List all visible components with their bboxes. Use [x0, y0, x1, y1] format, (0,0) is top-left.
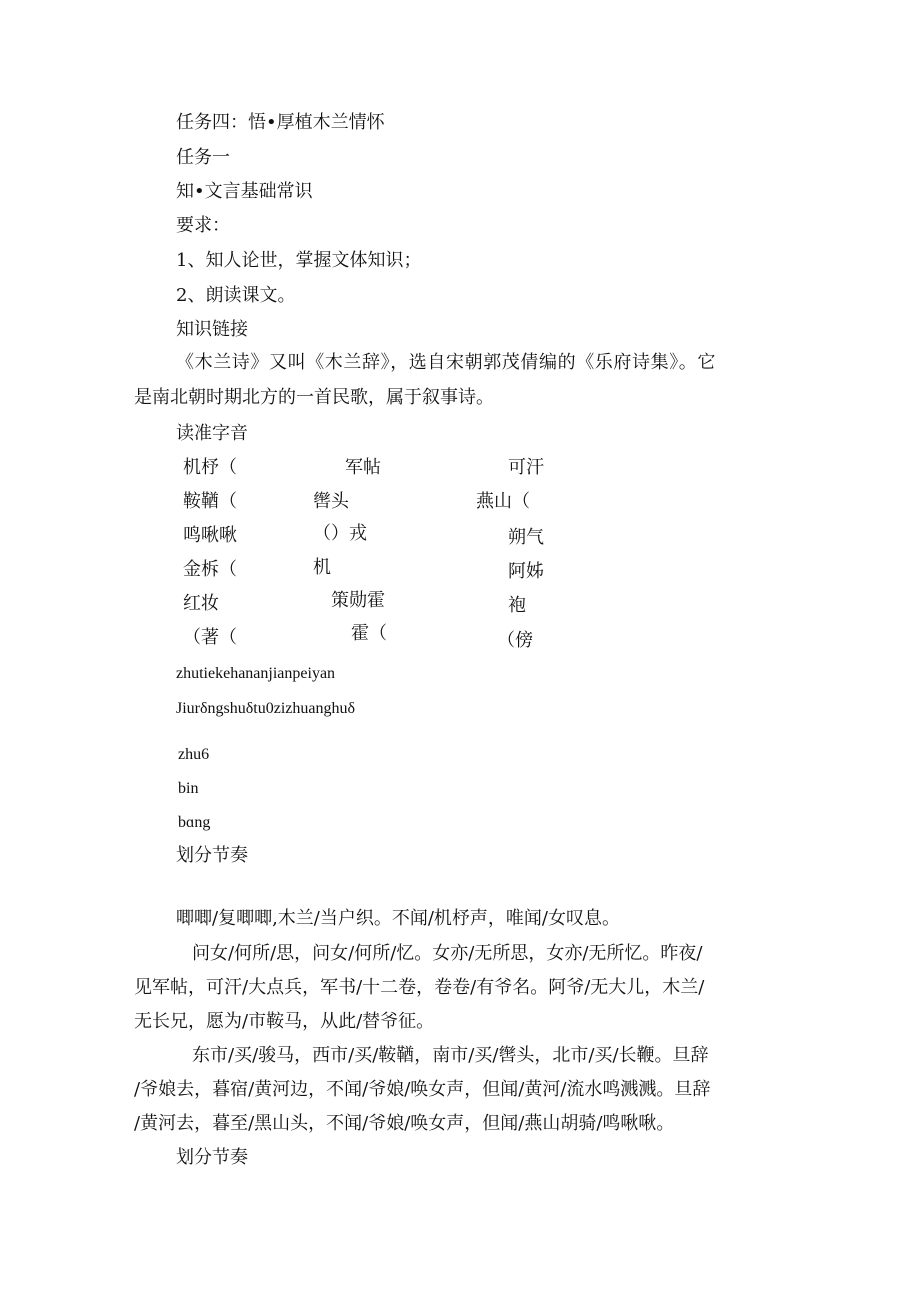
pinyin-line: zhu6: [178, 746, 210, 763]
pronunciation-word: 军帖: [345, 457, 381, 478]
pronunciation-word: 鸣啾啾: [183, 525, 237, 546]
pinyin-line: bin: [178, 780, 199, 797]
pronunciation-word: 袍: [508, 595, 526, 616]
pronunciation-word: 红妆: [183, 593, 219, 614]
requirement-item: 1、知人论世，掌握文体知识；: [176, 250, 422, 271]
poem-line: 东市/买/骏马，西市/买/鞍鞧，南市/买/辔头，北市/买/长鞭。旦辞: [192, 1045, 709, 1066]
rhythm-heading: 划分节奏: [176, 1147, 248, 1168]
pronunciation-word: 机杼（: [183, 457, 237, 478]
poem-line: 无长兄，愿为/市鞍马，从此/替爷征。: [134, 1011, 435, 1032]
poem-line: 唧唧/复唧唧,木兰/当户织。不闻/机杼声，唯闻/女叹息。: [176, 908, 620, 929]
pronunciation-word: 鞍鞧（: [183, 491, 237, 512]
pronunciation-word: 阿姊: [508, 561, 544, 582]
pronunciation-word: 可汗: [508, 457, 544, 478]
task4-title: 任务四：悟•厚植木兰情怀: [176, 112, 385, 133]
pronunciation-word: 辔头: [313, 491, 349, 512]
task1-heading: 任务一: [176, 147, 230, 168]
task1-subtitle: 知•文言基础常识: [176, 181, 313, 202]
knowledge-link-heading: 知识链接: [176, 319, 248, 340]
pronunciation-word: 金柝（: [183, 559, 237, 580]
pronunciation-heading: 读准字音: [176, 423, 248, 444]
poem-line: 见军帖，可汗/大点兵，军书/十二卷，卷卷/有爷名。阿爷/无大儿，木兰/: [134, 977, 705, 998]
pinyin-line: zhutiekehananjianpeiyan: [176, 665, 336, 682]
pronunciation-word: （）戎: [313, 523, 367, 544]
pronunciation-word: 朔气: [508, 527, 544, 548]
pronunciation-word: （著（: [183, 627, 237, 648]
pronunciation-word: （傍: [497, 630, 533, 651]
knowledge-paragraph-line: 是南北朝时期北方的一首民歌，属于叙事诗。: [134, 387, 494, 408]
pronunciation-word: 机: [313, 557, 331, 578]
poem-line: 问女/何所/思，问女/何所/忆。女亦/无所思，女亦/无所忆。昨夜/: [192, 943, 703, 964]
requirement-item: 2、朗读课文。: [176, 285, 296, 306]
pronunciation-word: 策勋霍: [331, 590, 385, 611]
pinyin-line: Jiurδngshuδtu0zizhuanghuδ: [176, 700, 356, 717]
poem-line: /黄河去，暮至/黑山头，不闻/爷娘/唤女声，但闻/燕山胡骑/鸣啾啾。: [134, 1113, 675, 1134]
pronunciation-word: 燕山（: [476, 491, 530, 512]
knowledge-paragraph-line: 《木兰诗》又叫《木兰辞》，选自宋朝郭茂倩编的《乐府诗集》。它: [176, 352, 716, 373]
pronunciation-word: 霍（: [351, 623, 387, 644]
pinyin-line: bɑng: [178, 814, 211, 831]
poem-line: /爷娘去，暮宿/黄河边，不闻/爷娘/唤女声，但闻/黄河/流水鸣溅溅。旦辞: [134, 1079, 711, 1100]
requirements-heading: 要求：: [176, 215, 230, 236]
rhythm-heading: 划分节奏: [176, 845, 248, 866]
